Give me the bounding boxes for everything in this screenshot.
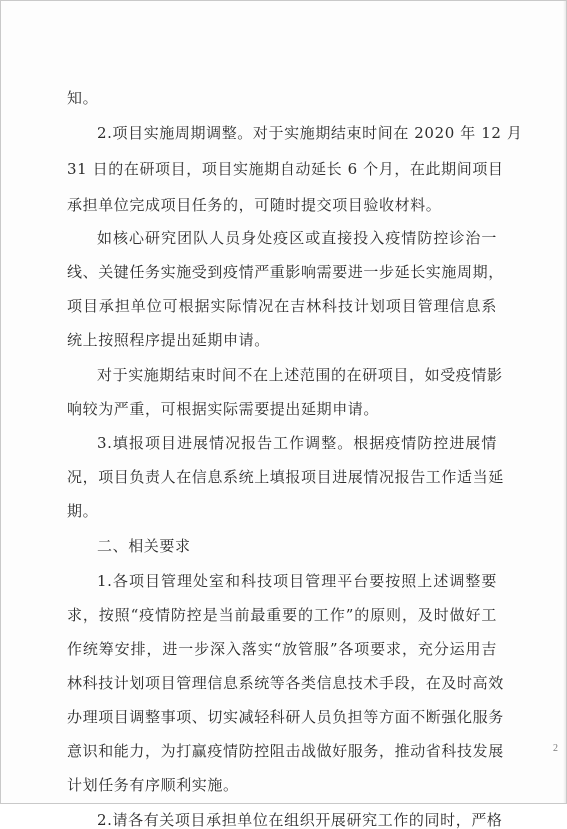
- text-line: 意识和能力，为打赢疫情防控阻击战做好服务，推动省科技发展: [67, 742, 504, 760]
- text-line: 2.请各有关项目承担单位在组织开展研究工作的同时，严格: [97, 811, 503, 829]
- text-line: 对于实施期结束时间不在上述范围的在研项目，如受疫情影: [97, 366, 503, 384]
- text-line: 线、关键任务实施受到疫情严重影响需要进一步延长实施周期，: [67, 263, 504, 281]
- text-line: 期。: [67, 502, 99, 520]
- page-number: 2: [553, 743, 558, 754]
- text-line: 知。: [67, 89, 99, 107]
- text-line: 林科技计划项目管理信息系统等各类信息技术手段，在及时高效: [67, 674, 504, 692]
- text-line: 承担单位完成项目任务的，可随时提交项目验收材料。: [67, 196, 442, 214]
- text-line: 1.各项目管理处室和科技项目管理平台要按照上述调整要: [97, 572, 497, 590]
- text-line: 如核心研究团队人员身处疫区或直接投入疫情防控诊治一: [97, 229, 497, 247]
- scan-edge-shadow: [563, 1, 566, 803]
- section-heading: 二、相关要求: [97, 537, 191, 555]
- text-line: 项目承担单位可根据实际情况在吉林科技计划项目管理信息系: [67, 297, 497, 315]
- text-line: 况，项目负责人在信息系统上填报项目进展情况报告工作适当延: [67, 468, 504, 486]
- text-line: 统上按照程序提出延期申请。: [67, 331, 270, 349]
- text-line: 响较为严重，可根据实际需要提出延期申请。: [67, 400, 380, 418]
- text-line: 2.项目实施周期调整。对于实施期结束时间在 2020 年 12 月: [97, 124, 523, 142]
- text-line: 3.填报项目进展情况报告工作调整。根据疫情防控进展情: [97, 434, 497, 452]
- text-line: 31 日的在研项目，项目实施期自动延长 6 个月，在此期间项目: [67, 160, 504, 178]
- text-line: 计划任务有序顺利实施。: [67, 776, 239, 794]
- text-line: 求，按照“疫情防控是当前最重要的工作”的原则，及时做好工: [67, 606, 497, 624]
- text-line: 办理项目调整事项、切实减轻科研人员负担等方面不断强化服务: [67, 708, 504, 726]
- text-line: 作统筹安排，进一步深入落实“放管服”各项要求，充分运用吉: [67, 640, 497, 658]
